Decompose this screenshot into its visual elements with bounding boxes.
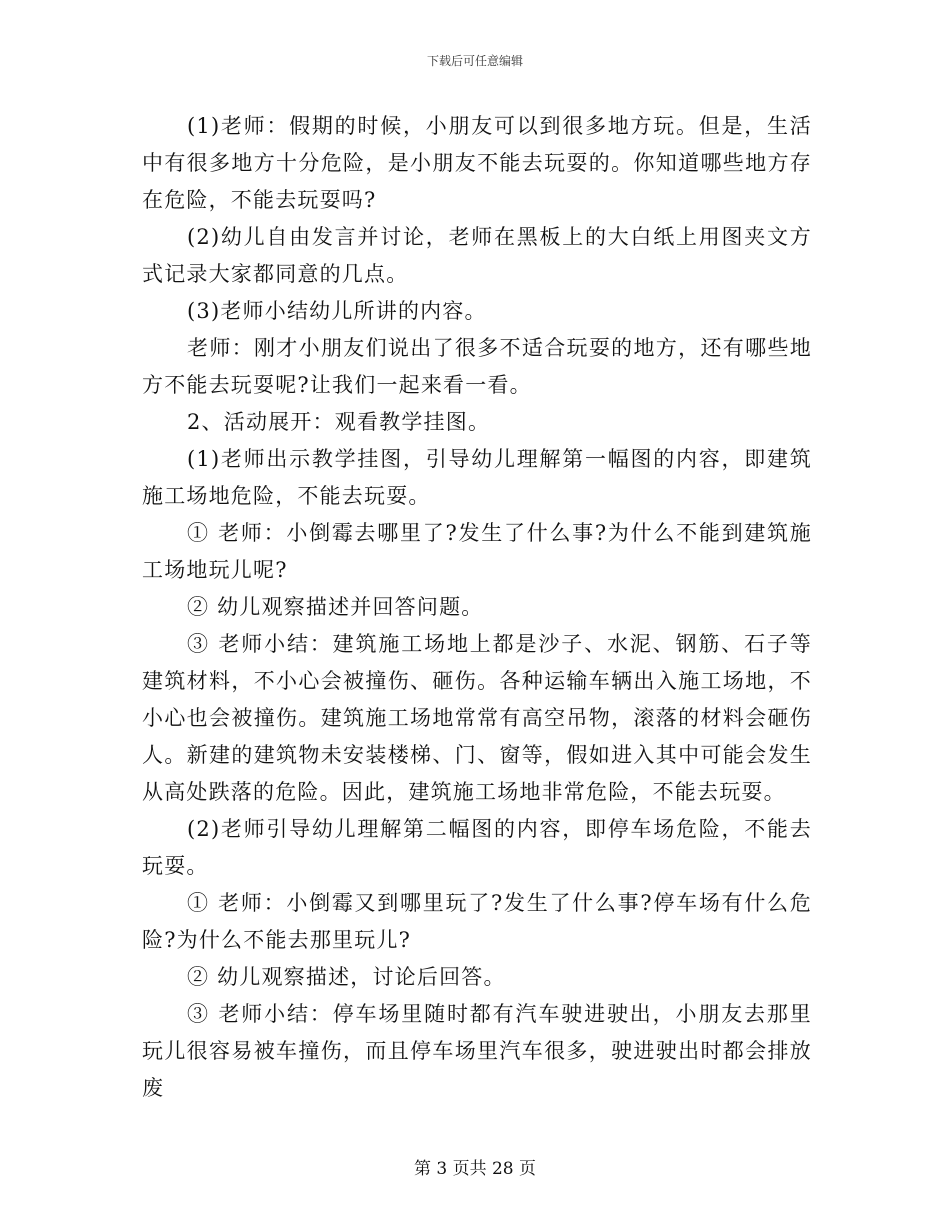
paragraph-transition: 老师：刚才小朋友们说出了很多不适合玩耍的地方，还有哪些地方不能去玩耍呢?让我们一起来看一看。 <box>142 336 812 397</box>
paragraph-wallchart-2-question: ① 老师：小倒霉又到哪里玩了?发生了什么事?停车场有什么危险?为什么不能去那里玩儿? <box>142 891 812 952</box>
paragraph-teacher-summary: (3)老师小结幼儿所讲的内容。 <box>187 299 487 323</box>
paragraph-wallchart-1-observe: ② 幼儿观察描述并回答问题。 <box>187 595 484 619</box>
paragraph-free-discussion: (2)幼儿自由发言并讨论，老师在黑板上的大白纸上用图夹文方式记录大家都同意的几点。 <box>142 225 812 286</box>
page-number-footer: 第 3 页共 28 页 <box>413 1159 537 1179</box>
paragraph-wallchart-1-summary: ③ 老师小结：建筑施工场地上都是沙子、水泥、钢筋、石子等建筑材料，不小心会被撞伤、砸伤。各种运输车辆出入施工场地，不小心也会被撞伤。建筑施工场地常常有高空吊物，滚落的材料会砸伤人。新建的建筑物未安装楼梯、门、窗等，假如进入其中可能会发生从高处跌落的危险。因此，建筑施工场地非常危险，不能去玩耍。 <box>142 632 812 804</box>
document-body <box>142 108 812 1107</box>
paragraph-wallchart-1: (1)老师出示教学挂图，引导幼儿理解第一幅图的内容，即建筑施工场地危险，不能去玩耍。 <box>142 447 812 508</box>
paragraph-wallchart-2: (2)老师引导幼儿理解第二幅图的内容，即停车场危险，不能去玩耍。 <box>142 817 812 878</box>
page-header: 下载后可任意编辑 <box>426 54 523 68</box>
paragraph-section-2-heading: 2、活动展开：观看教学挂图。 <box>187 410 491 434</box>
paragraph-wallchart-2-observe: ② 幼儿观察描述，讨论后回答。 <box>187 965 506 989</box>
paragraph-intro-question: (1)老师：假期的时候，小朋友可以到很多地方玩。但是，生活中有很多地方十分危险，是小朋友不能去玩耍的。你知道哪些地方存在危险，不能去玩耍吗? <box>142 114 812 212</box>
paragraph-wallchart-2-summary: ③ 老师小结：停车场里随时都有汽车驶进驶出，小朋友去那里玩儿很容易被车撞伤，而且停车场里汽车很多，驶进驶出时都会排放废 <box>142 1002 812 1100</box>
paragraph-wallchart-1-question: ① 老师：小倒霉去哪里了?发生了什么事?为什么不能到建筑施工场地玩儿呢? <box>142 521 812 582</box>
